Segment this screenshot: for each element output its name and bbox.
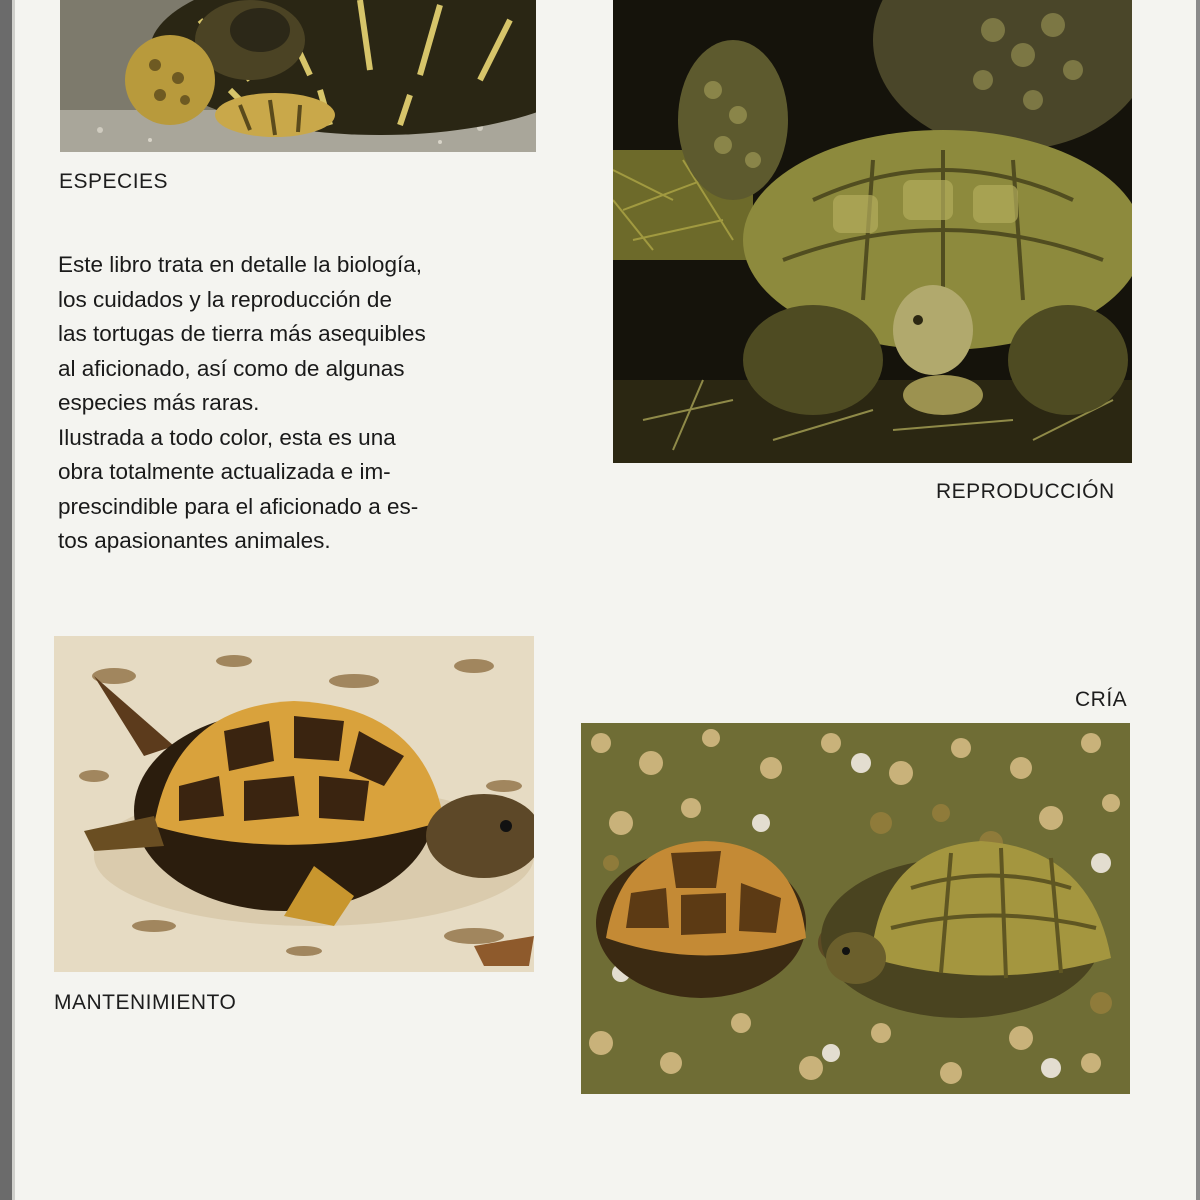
- reproduction-tortoise-photo: [613, 0, 1132, 463]
- breeding-caption: CRÍA: [1075, 688, 1128, 711]
- species-caption: ESPECIES: [59, 170, 169, 193]
- left-border: [0, 0, 12, 1200]
- maintenance-caption: MANTENIMIENTO: [54, 991, 237, 1014]
- species-tortoise-photo: [60, 0, 536, 152]
- breeding-tortoise-photo: [581, 723, 1130, 1094]
- description-paragraph-1: Este libro trata en detalle la biología, los cuidados y la reproducción de las tortugas de tierra más asequibles al aficionado, así como de algunas especies más raras.: [58, 252, 426, 415]
- description-paragraph-2: Ilustrada a todo color, esta es una obra totalmente actualizada e im- prescindible para el aficionado a es- tos apasionantes animales.: [58, 424, 419, 553]
- right-border: [1196, 0, 1200, 1200]
- reproduction-caption: REPRODUCCIÓN: [936, 480, 1115, 503]
- maintenance-tortoise-photo: [54, 636, 534, 972]
- book-description: [58, 248, 518, 559]
